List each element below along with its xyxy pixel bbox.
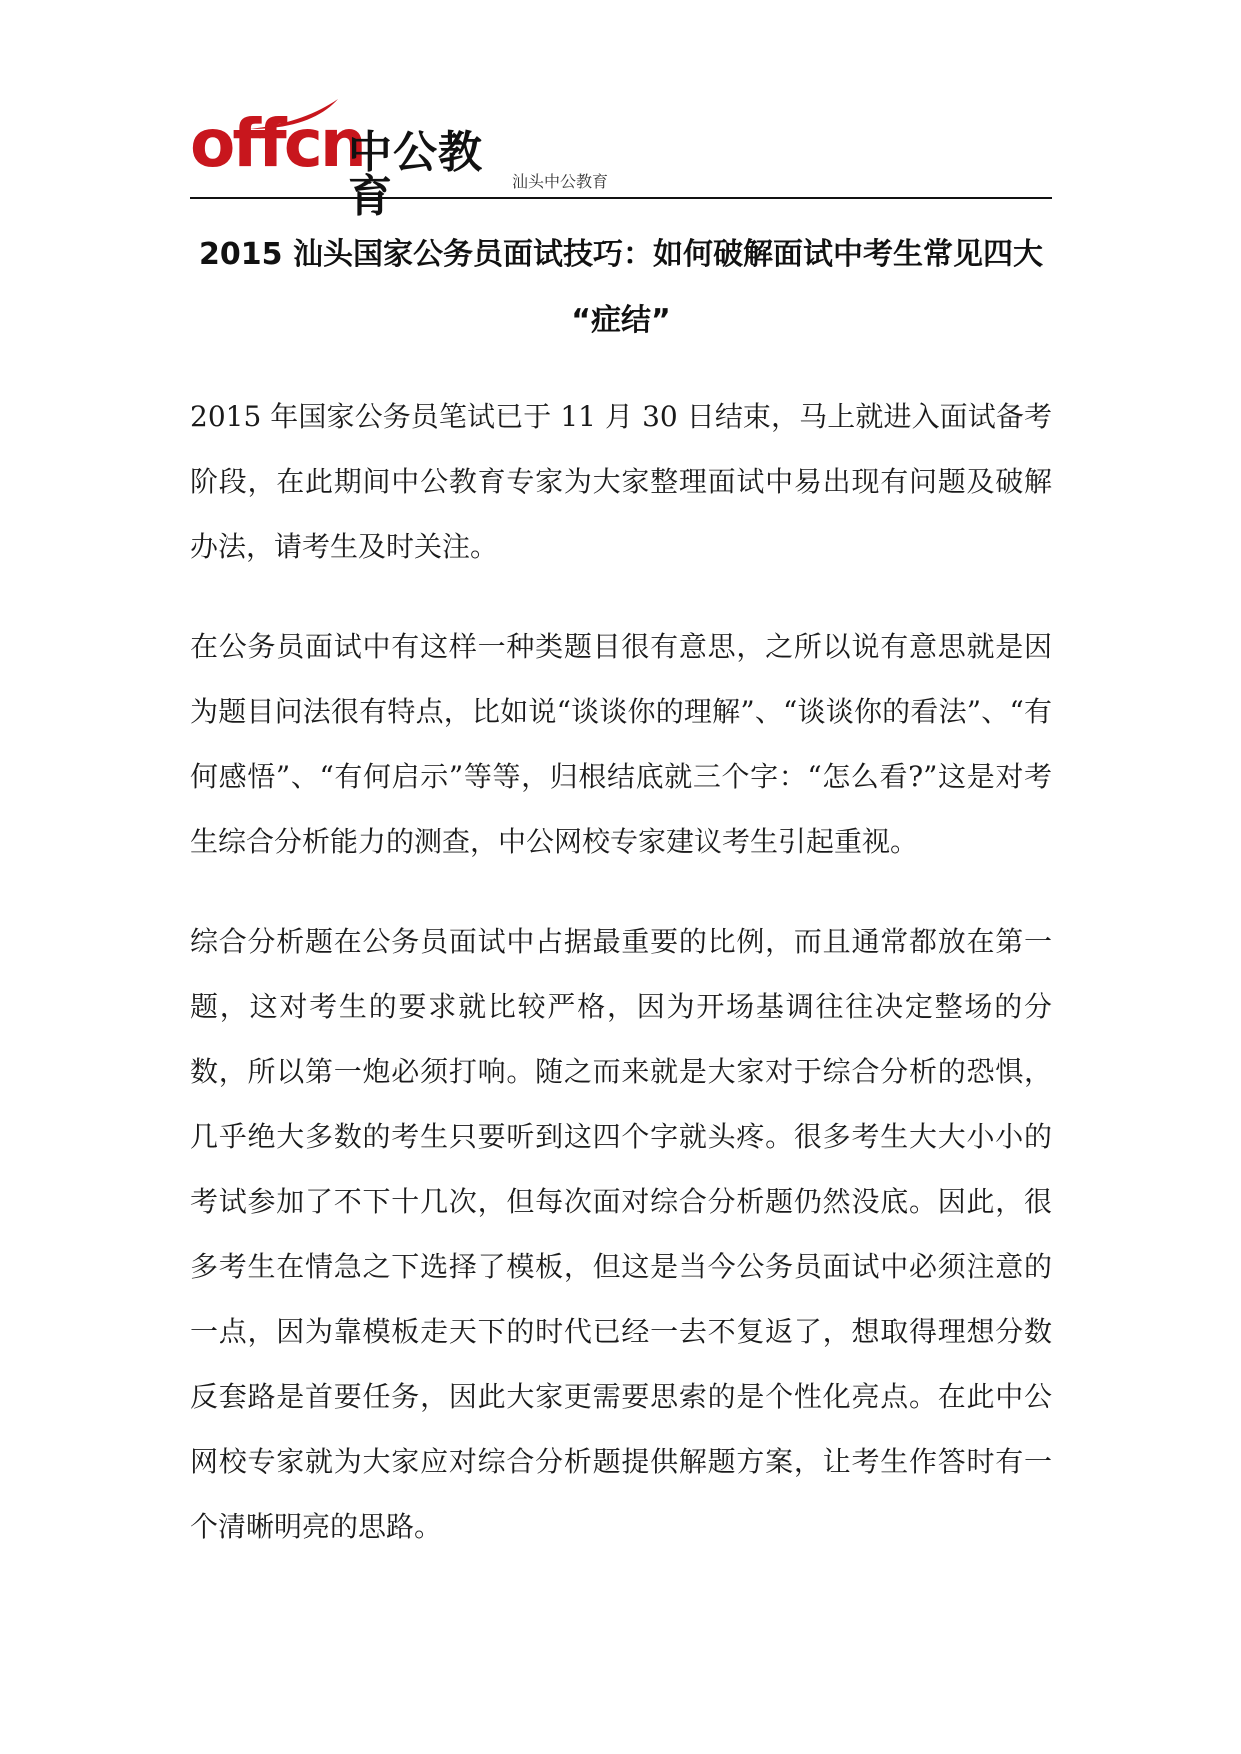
paragraph: 在公务员面试中有这样一种类题目很有意思，之所以说有意思就是因为题目问法很有特点，比如说“谈谈你的理解”、“谈谈你的看法”、“有何感悟”、“有何启示”等等，归根结底就三个字：“怎么看?”这是对考生综合分析能力的测查，中公网校专家建议考生引起重视。 — [190, 630, 1052, 858]
article-body — [190, 384, 1052, 1594]
logo-chinese-text: 中公教育 — [348, 127, 483, 222]
title-line-1: 2015 汕头国家公务员面试技巧：如何破解面试中考生常见四大 — [199, 237, 1043, 272]
logo-latin-text: offcn — [190, 105, 364, 182]
article-title — [190, 222, 1052, 354]
title-line-2: “症结” — [571, 303, 671, 338]
header-divider — [190, 197, 1052, 199]
offcn-logo — [190, 95, 510, 222]
paragraph: 综合分析题在公务员面试中占据最重要的比例，而且通常都放在第一题，这对考生的要求就比较严格，因为开场基调往往决定整场的分数，所以第一炮必须打响。随之而来就是大家对于综合分析的恐惧，几乎绝大多数的考生只要听到这四个字就头疼。很多考生大大小小的考试参加了不下十几次，但每次面对综合分析题仍然没底。因此，很多考生在情急之下选择了模板，但这是当今公务员面试中必须注意的一点，因为靠模板走天下的时代已经一去不复返了，想取得理想分数反套路是首要任务，因此大家更需要思索的是个性化亮点。在此中公网校专家就为大家应对综合分析题提供解题方案，让考生作答时有一个清晰明亮的思路。 — [190, 925, 1052, 1543]
paragraph: 2015 年国家公务员笔试已于 11 月 30 日结束，马上就进入面试备考阶段，在此期间中公教育专家为大家整理面试中易出现有问题及破解办法，请考生及时关注。 — [190, 400, 1052, 563]
header-subtitle: 汕头中公教育 — [512, 172, 609, 191]
page-header — [190, 95, 1052, 222]
